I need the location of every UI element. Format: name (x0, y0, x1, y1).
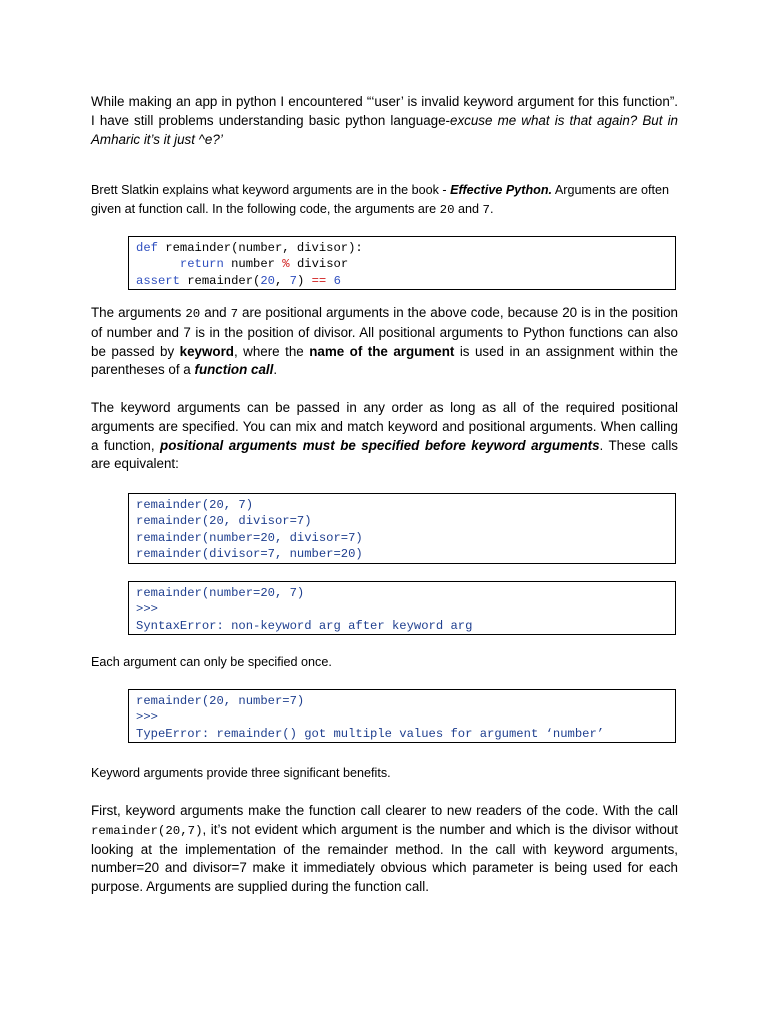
code-line: TypeError: remainder() got multiple values for argument ‘number’ (136, 726, 605, 741)
once-paragraph: Each argument can only be specified once. (91, 655, 332, 669)
benefits-paragraph: Keyword arguments provide three significant benefits. (91, 766, 391, 780)
positional-paragraph (91, 304, 678, 380)
positional-num-20: 20 (185, 307, 201, 321)
name-of-argument-emphasis: name of the argument (309, 343, 455, 359)
code-line: remainder(divisor=7, number=20) (136, 546, 363, 561)
keyword-emphasis: keyword (179, 343, 234, 359)
order-text-b: . These calls are equivalent: (91, 437, 678, 472)
code-assert-c: ) (296, 273, 312, 288)
first-benefit-paragraph (91, 802, 678, 897)
code-num-6: 6 (333, 273, 341, 288)
code-return-a: number (223, 257, 283, 272)
code-block-type-error (128, 689, 676, 743)
positional-text-c: are positional arguments in the above code, because 20 is in the position of number and 7 is in the position of divisor. All positional arguments to Python functions can also be passed by (91, 305, 678, 359)
code-block-syntax-error (128, 581, 676, 635)
positional-num-7: 7 (230, 307, 239, 321)
code-keyword-assert: assert (136, 273, 180, 288)
code-block-remainder-def (128, 236, 676, 290)
code-keyword-return: return (179, 257, 224, 272)
code-num-7: 7 (289, 273, 297, 288)
code-line: remainder(20, divisor=7) (136, 514, 312, 529)
slatkin-text-b: Arguments are often given at function call. In the following code, the arguments are (91, 183, 669, 216)
code-def-signature: remainder(number, divisor): (157, 241, 363, 255)
code-indent (136, 257, 180, 271)
code-line: remainder(number=20, 7) (136, 586, 305, 600)
slatkin-paragraph (91, 181, 678, 220)
intro-paragraph (91, 93, 678, 149)
positional-before-keyword-emphasis: positional arguments must be specified before keyword arguments (160, 437, 600, 453)
code-num-20: 20 (260, 273, 275, 288)
inline-code-remainder: remainder(20,7) (91, 823, 203, 838)
code-keyword-def: def (136, 241, 158, 255)
slatkin-end: . (489, 202, 494, 216)
code-block-equivalent-calls (128, 493, 676, 564)
arg-20: 20 (439, 203, 455, 217)
positional-text-d: , where the (233, 343, 310, 359)
code-op-mod: % (282, 257, 290, 272)
code-line: >>> (136, 602, 158, 617)
intro-italic-text: excuse me what is that again? But in Amharic it’s it just ^e?’ (91, 112, 678, 147)
code-line: >>> (136, 710, 158, 725)
order-text-a: The keyword arguments can be passed in any order as long as all of the required positional arguments are specified. You can mix and match keyword and positional arguments. When calling a function, (91, 400, 678, 453)
positional-text-a: The arguments (91, 305, 186, 320)
code-assert-d (326, 274, 333, 288)
code-op-eq: == (311, 273, 327, 288)
slatkin-text-a: Brett Slatkin explains what keyword arguments are in the book - (91, 183, 451, 197)
code-assert-b: , (274, 273, 290, 288)
positional-text-e: is used in an assignment within the parentheses of a (91, 343, 678, 378)
code-line: SyntaxError: non-keyword arg after keyword arg (136, 618, 473, 633)
function-call-emphasis: function call (194, 362, 274, 378)
arg-7: 7 (482, 203, 490, 217)
first-text-b: , it’s not evident which argument is the number and which is the divisor without looking at the implementation of the remainder method. In the call with keyword arguments, number=20 and divisor=7 make it immediately obvious which parameter is being used for each purpose. Arguments are supplied during the function call. (91, 821, 678, 895)
code-line: remainder(number=20, divisor=7) (136, 530, 363, 545)
code-line: remainder(20, 7) (136, 498, 254, 512)
first-text-a: First, keyword arguments make the function call clearer to new readers of the code. With the call (91, 803, 678, 818)
intro-text: While making an app in python I encountered “‘user’ is invalid keyword argument for this function”. I have still problems understanding basic python language- (91, 94, 678, 128)
book-title: Effective Python. (450, 183, 553, 197)
code-return-b: divisor (289, 257, 349, 272)
positional-text-f: . (273, 362, 278, 378)
code-line: remainder(20, number=7) (136, 694, 305, 708)
code-assert-a: remainder( (179, 273, 261, 288)
slatkin-and: and (454, 202, 483, 216)
positional-text-b: and (200, 305, 231, 320)
order-paragraph (91, 399, 678, 474)
